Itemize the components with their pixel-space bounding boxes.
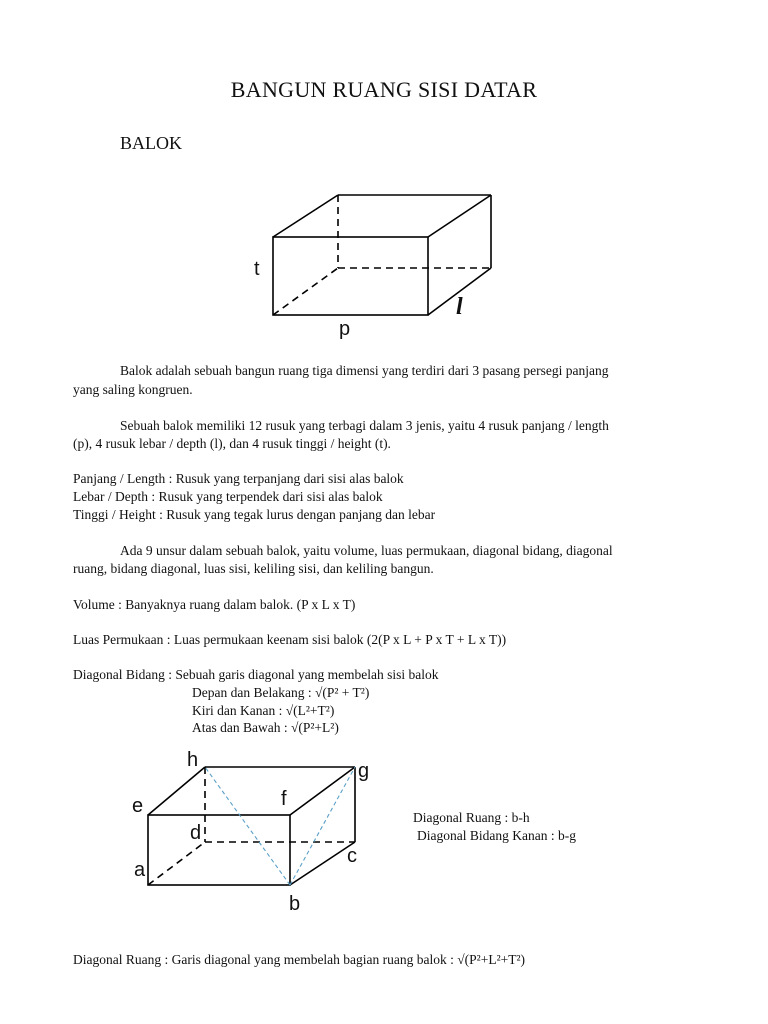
- paragraph-definition-line2: yang saling kongruen.: [73, 382, 193, 397]
- caption-diagonal-ruang: Diagonal Ruang : b-h: [413, 810, 530, 825]
- vertex-label-b: b: [289, 893, 301, 915]
- paragraph-definition-line1: Balok adalah sebuah bangun ruang tiga dimensi yang terdiri dari 3 pasang persegi panjang: [120, 363, 609, 378]
- balok-front-face: [273, 237, 428, 315]
- diagonal-bidang-b-g: [290, 767, 355, 885]
- definition-tinggi: Tinggi / Height : Rusuk yang tegak lurus dengan panjang dan lebar: [73, 507, 436, 522]
- vertex-label-d: d: [190, 822, 202, 844]
- label-tinggi: t: [254, 258, 260, 280]
- balok-diagram: [250, 180, 500, 350]
- vertex-label-a: a: [134, 859, 146, 881]
- section-title: BALOK: [120, 133, 182, 153]
- vertex-label-f: f: [281, 788, 287, 810]
- paragraph-rusuk-line2: (p), 4 rusuk lebar / depth (l), dan 4 rusuk tinggi / height (t).: [73, 436, 391, 451]
- paragraph-unsur-line1: Ada 9 unsur dalam sebuah balok, yaitu volume, luas permukaan, diagonal bidang, diagonal: [120, 543, 613, 558]
- label-lebar: l: [456, 294, 463, 320]
- paragraph-unsur-line2: ruang, bidang diagonal, luas sisi, keliling sisi, dan keliling bangun.: [73, 561, 434, 576]
- definition-lebar: Lebar / Depth : Rusuk yang terpendek dari sisi alas balok: [73, 489, 383, 504]
- formula-kiri-kanan: Kiri dan Kanan : √(L²+T²): [192, 703, 335, 718]
- luas-permukaan-text: Luas Permukaan : Luas permukaan keenam sisi balok (2(P x L + P x T + L x T)): [73, 632, 507, 647]
- balok2-visible-edges: [148, 767, 355, 885]
- vertex-label-g: g: [358, 760, 370, 782]
- diagonal-bidang-text: Diagonal Bidang : Sebuah garis diagonal yang membelah sisi balok: [73, 667, 439, 682]
- formula-atas-bawah: Atas dan Bawah : √(P²+L²): [192, 720, 339, 735]
- balok2-hidden-edges: [148, 767, 355, 885]
- diagonal-ruang-text: Diagonal Ruang : Garis diagonal yang membelah bagian ruang balok : √(P²+L²+T²): [73, 952, 526, 967]
- formula-depan-belakang: Depan dan Belakang : √(P² + T²): [192, 685, 370, 700]
- vertex-label-h: h: [187, 749, 199, 771]
- paragraph-rusuk-line1: Sebuah balok memiliki 12 rusuk yang terbagi dalam 3 jenis, yaitu 4 rusuk panjang / length: [120, 418, 609, 433]
- balok-labeled-diagram: [130, 745, 370, 915]
- balok2-front-face: [148, 815, 290, 885]
- definition-panjang: Panjang / Length : Rusuk yang terpanjang dari sisi alas balok: [73, 471, 404, 486]
- page-title: BANGUN RUANG SISI DATAR: [230, 77, 538, 102]
- diagonal-ruang-b-h: [205, 767, 290, 885]
- vertex-label-c: c: [347, 845, 357, 867]
- caption-diagonal-bidang: Diagonal Bidang Kanan : b-g: [417, 828, 576, 843]
- diagonal-lines: [205, 767, 355, 885]
- label-panjang: p: [339, 318, 351, 340]
- vertex-label-e: e: [132, 795, 144, 817]
- volume-text: Volume : Banyaknya ruang dalam balok. (P x L x T): [73, 597, 356, 612]
